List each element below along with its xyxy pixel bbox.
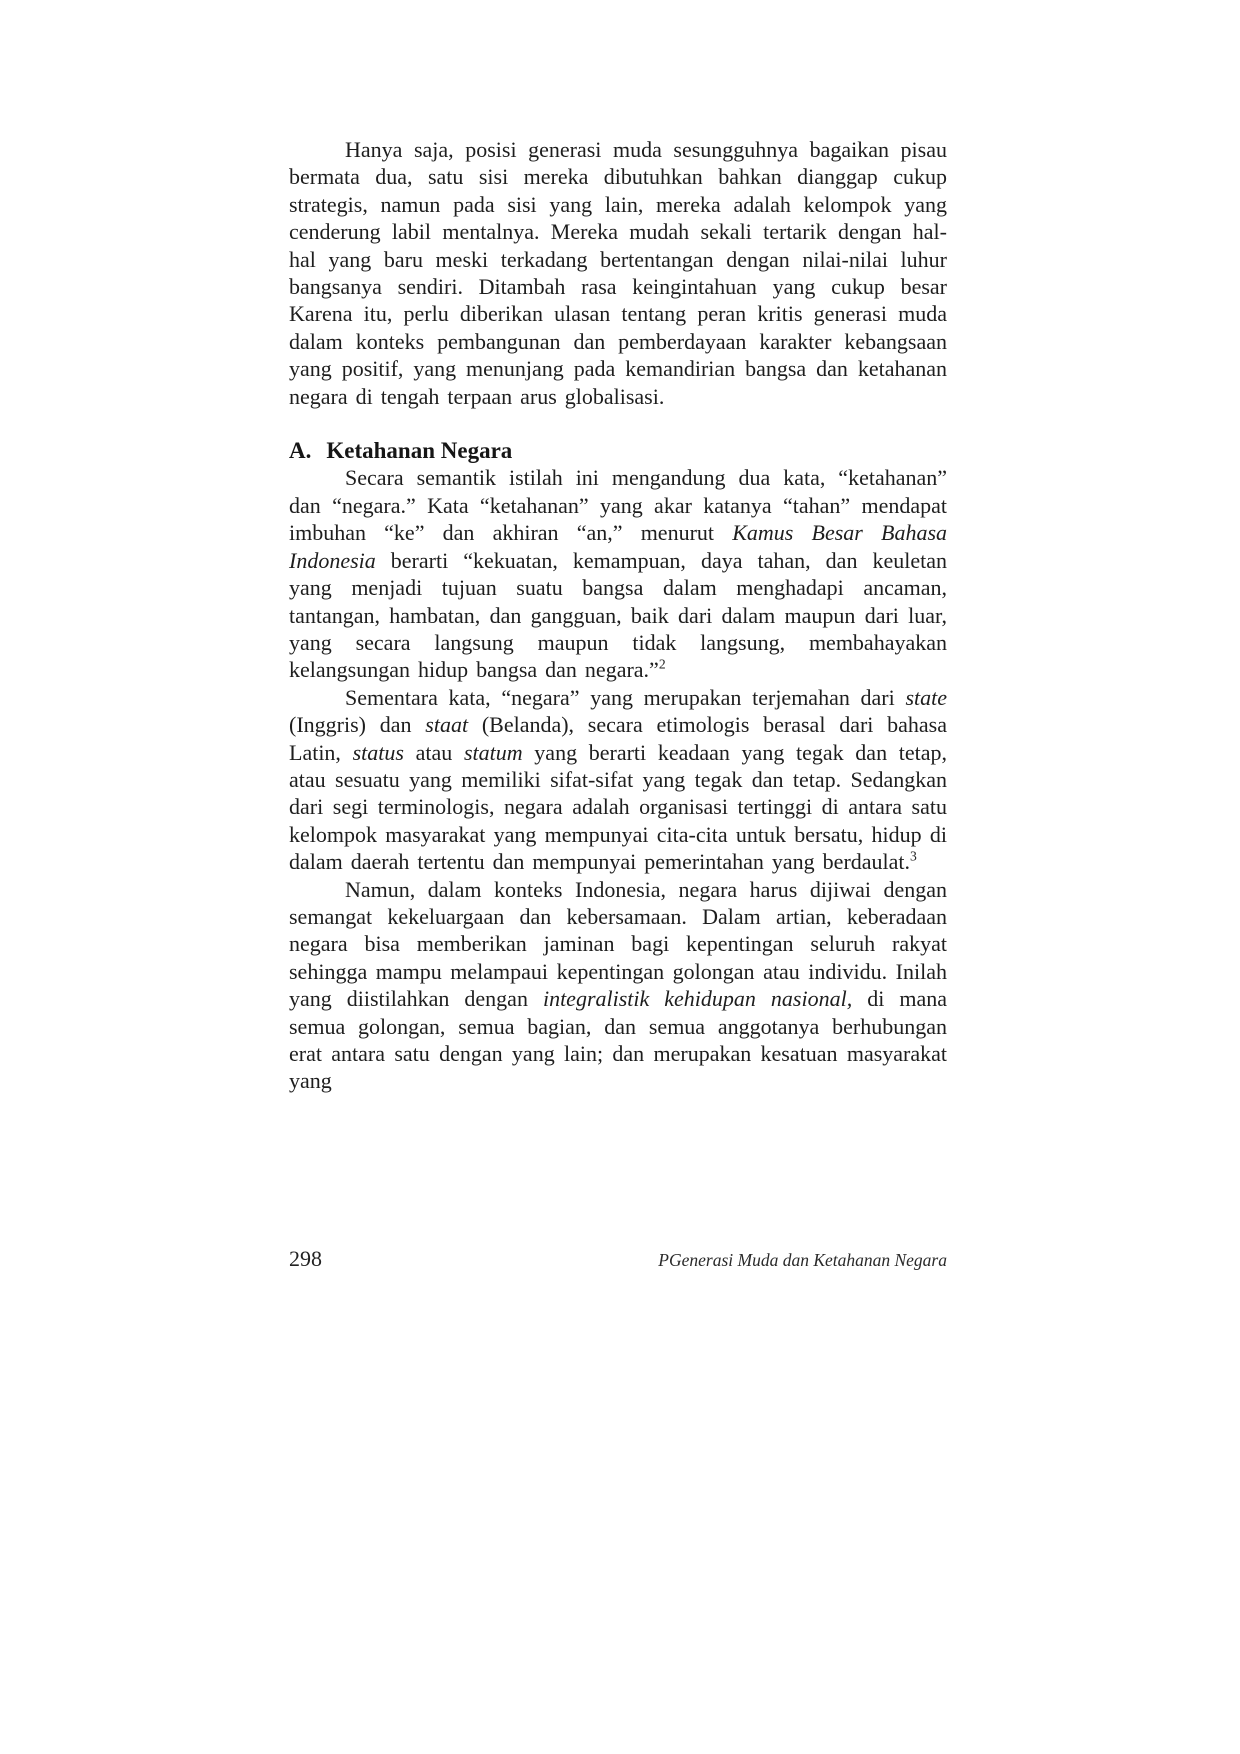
text-segment: Namun, dalam konteks Indonesia, negara harus dijiwai dengan semangat kekeluargaan dan kebersamaan. Dalam artian, keberadaan negara bisa memberikan jaminan bagi kepentingan seluruh rakyat sehingga mampu melampaui kepentingan golongan atau individu. Inilah yang diistilahkan dengan xyxy=(289,876,947,1012)
paragraph xyxy=(289,136,947,410)
footnote-reference: 3 xyxy=(910,848,917,864)
italic-segment: Kamus Besar Bahasa Indonesia xyxy=(289,520,948,573)
section-heading-label: A. xyxy=(289,438,312,464)
italic-segment: state xyxy=(905,684,947,710)
section-heading xyxy=(289,437,947,464)
italic-segment: staat xyxy=(425,712,469,738)
page-number: 298 xyxy=(289,1246,322,1271)
paragraph xyxy=(289,684,947,876)
running-title: PGenerasi Muda dan Ketahanan Negara xyxy=(658,1250,947,1270)
italic-segment: integralistik kehidupan nasional, xyxy=(542,986,853,1012)
text-segment: (Belanda), secara etimologis berasal dari bahasa Latin, xyxy=(289,712,948,765)
section-heading-text: Ketahanan Negara xyxy=(326,438,513,464)
document-body xyxy=(289,136,947,1095)
page-footer xyxy=(289,1246,947,1272)
italic-segment: status xyxy=(352,739,404,765)
paragraph xyxy=(289,876,947,1095)
italic-segment: statum xyxy=(463,739,523,765)
footnote-reference: 2 xyxy=(658,656,666,672)
text-segment: (Inggris) dan xyxy=(289,712,426,738)
text-segment: berarti “kekuatan, kemampuan, daya tahan, dan keuletan yang menjadi tujuan suatu bangsa dalam menghadapi ancaman, tantangan, hambatan, dan gangguan, baik dari dalam maupun dari luar, yang secara langsung maupun tidak langsung, membahayakan kelangsungan hidup bangsa dan negara.” xyxy=(289,547,947,683)
text-segment: Secara semantik istilah ini mengandung dua kata, “ketahanan” dan “negara.” Kata “ketahanan” yang akar katanya “tahan” mendapat imbuhan “ke” dan akhiran “an,” menurut xyxy=(289,465,947,546)
text-segment: Sementara kata, “negara” yang merupakan terjemahan dari xyxy=(345,684,906,710)
text-segment: di mana semua golongan, semua bagian, dan semua anggotanya berhubungan erat antara satu dengan yang lain; dan merupakan kesatuan masyarakat yang xyxy=(289,986,947,1094)
text-segment: atau xyxy=(403,739,464,765)
text-segment: yang berarti keadaan yang tegak dan tetap, atau sesuatu yang memiliki sifat-sifat yang tegak dan tetap. Sedangkan dari segi terminologis, negara adalah organisasi tertinggi di antara satu kelompok masyarakat yang mempunyai cita-cita untuk bersatu, hidup di dalam daerah tertentu dan mempunyai pemerintahan yang berdaulat. xyxy=(289,739,947,875)
paragraph xyxy=(289,464,947,683)
text-segment: Hanya saja, posisi generasi muda sesungguhnya bagaikan pisau bermata dua, satu sisi mereka dibutuhkan bahkan dianggap cukup strategis, namun pada sisi yang lain, mereka adalah kelompok yang cenderung labil mentalnya. Mereka mudah sekali tertarik dengan hal-hal yang baru meski terkadang bertentangan dengan nilai-nilai luhur bangsanya sendiri. Ditambah rasa keingintahuan yang cukup besar Karena itu, perlu diberikan ulasan tentang peran kritis generasi muda dalam konteks pembangunan dan pemberdayaan karakter kebangsaan yang positif, yang menunjang pada kemandirian bangsa dan ketahanan negara di tengah terpaan arus globalisasi. xyxy=(289,137,947,409)
